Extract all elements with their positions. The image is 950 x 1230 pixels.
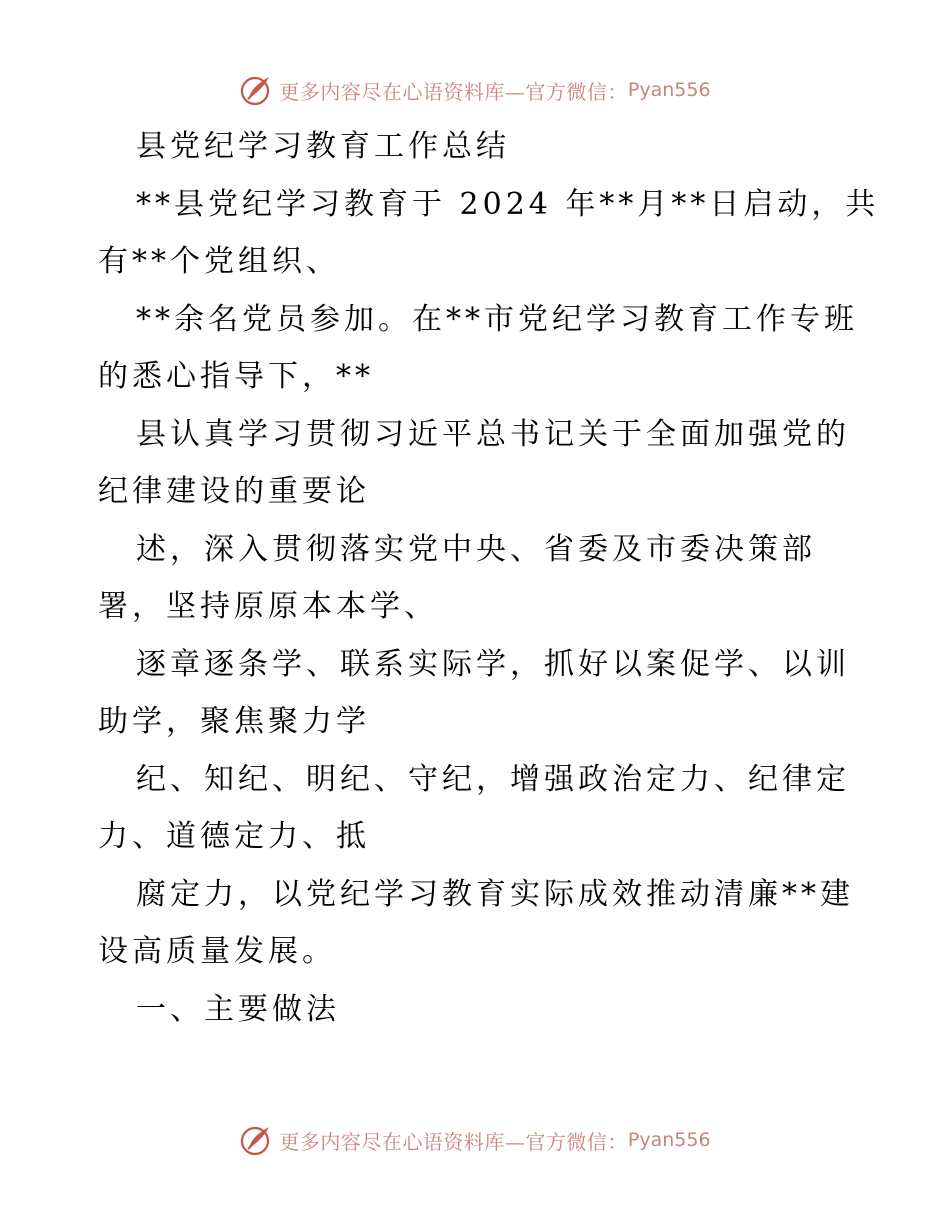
pen-logo-icon xyxy=(239,73,273,107)
paragraph-line: 力、道德定力、抵 xyxy=(98,819,370,854)
watermark-text: 更多内容尽在心语资料库—官方微信： xyxy=(279,79,628,104)
document-body xyxy=(98,118,880,1038)
paragraph-line: 述，深入贯彻落实党中央、省委及市委决策部 xyxy=(136,531,816,567)
paragraph-line: 县认真学习贯彻习近平总书记关于全面加强党的 xyxy=(136,416,850,452)
paragraph-line: **县党纪学习教育于 2024 年**月**日启动，共 xyxy=(136,186,880,222)
paragraph-line: 腐定力，以党纪学习教育实际成效推动清廉**建 xyxy=(136,876,854,912)
watermark-wechat-id: Pyan556 xyxy=(627,79,711,101)
paragraph-line: 助学，聚焦聚力学 xyxy=(98,704,370,739)
watermark-wechat-id: Pyan556 xyxy=(627,1129,711,1151)
document-title: 县党纪学习教育工作总结 xyxy=(136,129,510,164)
watermark-text: 更多内容尽在心语资料库—官方微信： xyxy=(279,1129,628,1154)
paragraph-line: 纪、知纪、明纪、守纪，增强政治定力、纪律定 xyxy=(136,761,850,797)
paragraph-line: 设高质量发展。 xyxy=(98,934,336,969)
pen-logo-icon xyxy=(239,1123,273,1157)
paragraph-line: 有**个党组织、 xyxy=(98,244,340,279)
header-watermark xyxy=(0,70,950,110)
section-heading: 一、主要做法 xyxy=(136,991,340,1027)
paragraph-line: 署，坚持原原本本学、 xyxy=(98,589,438,624)
paragraph-line: 纪律建设的重要论 xyxy=(98,474,370,509)
paragraph-line: 逐章逐条学、联系实际学，抓好以案促学、以训 xyxy=(136,646,850,682)
footer-watermark xyxy=(0,1120,950,1160)
paragraph-line: 的悉心指导下，** xyxy=(98,359,374,394)
paragraph-line: **余名党员参加。在**市党纪学习教育工作专班 xyxy=(136,301,858,337)
